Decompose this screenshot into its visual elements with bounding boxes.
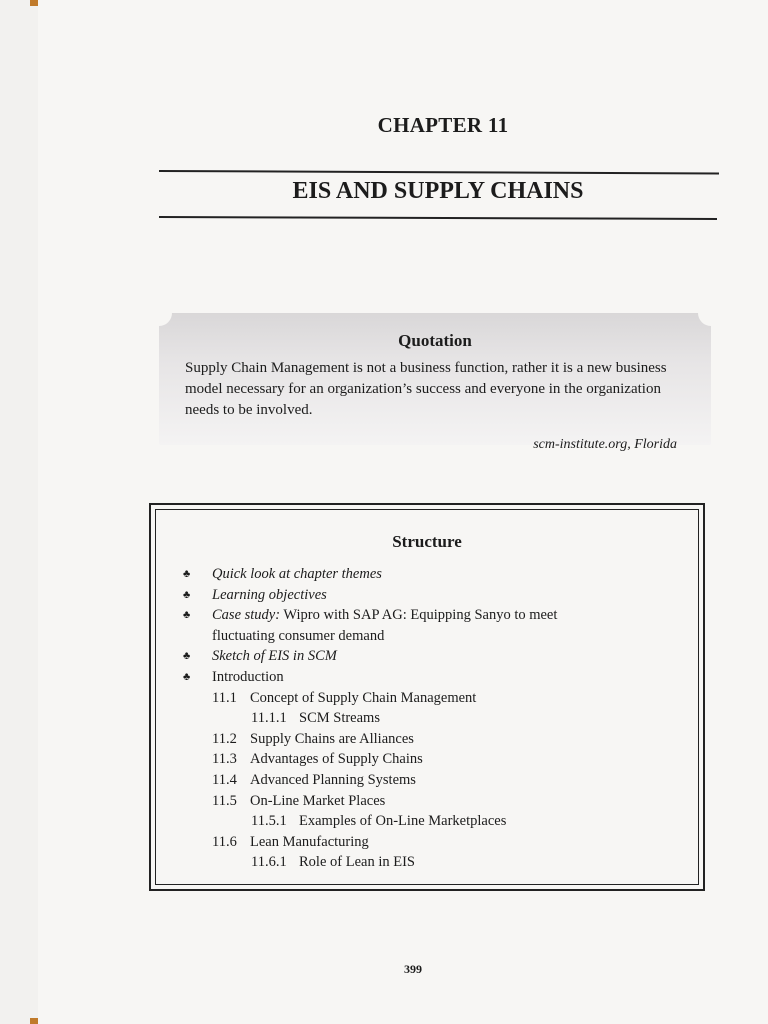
structure-heading: Structure <box>392 532 462 551</box>
title-rule-top <box>159 170 719 174</box>
club-bullet-icon: ♣ <box>183 650 191 663</box>
section-item: 11.6 Lean Manufacturing <box>212 833 369 850</box>
book-page <box>38 0 768 1024</box>
quotation-heading: Quotation <box>398 331 472 350</box>
section-item: 11.5 On-Line Market Places <box>212 792 386 809</box>
section-item: 11.1 Concept of Supply Chain Management <box>212 689 477 706</box>
title-rule-bottom <box>159 216 717 220</box>
chapter-title: EIS AND SUPPLY CHAINS <box>292 178 584 204</box>
section-item: 11.2 Supply Chains are Alliances <box>212 730 414 747</box>
structure-bullet: ♣ Learning objectives <box>177 585 697 606</box>
subsection-item: 11.6.1 Role of Lean in EIS <box>251 854 415 871</box>
quotation-box <box>159 313 711 452</box>
chapter-label: CHAPTER 11 <box>377 113 509 137</box>
subsection-item: 11.5.1 Examples of On-Line Marketplaces <box>251 813 507 830</box>
club-bullet-icon: ♣ <box>183 568 191 580</box>
club-bullet-icon: ♣ <box>183 588 191 601</box>
structure-bullet: ♣ Introduction <box>177 667 697 688</box>
club-bullet-icon: ♣ <box>183 670 191 683</box>
club-bullet-icon: ♣ <box>183 609 191 622</box>
subsection-item: 11.1.1 SCM Streams <box>251 710 380 727</box>
structure-bullet: ♣ Case study: Wipro with SAP AG: Equipping Sanyo to meet <box>177 605 697 626</box>
structure-box <box>149 503 705 891</box>
quotation-source: scm-institute.org, Florida <box>533 437 677 452</box>
structure-bullet: ♣ Sketch of EIS in SCM <box>177 646 697 667</box>
quotation-text: Supply Chain Management is not a business function, rather it is a new business model necessary for an organization’s success and everyone in the organization needs to be involved. <box>185 360 667 418</box>
structure-bullet-continuation: fluctuating consumer demand <box>212 627 385 644</box>
structure-bullet: ♣ Quick look at chapter themes <box>177 564 697 585</box>
page-number: 399 <box>404 962 422 976</box>
structure-list <box>177 564 697 873</box>
section-item: 11.4 Advanced Planning Systems <box>212 771 416 788</box>
section-item: 11.3 Advantages of Supply Chains <box>212 751 423 768</box>
